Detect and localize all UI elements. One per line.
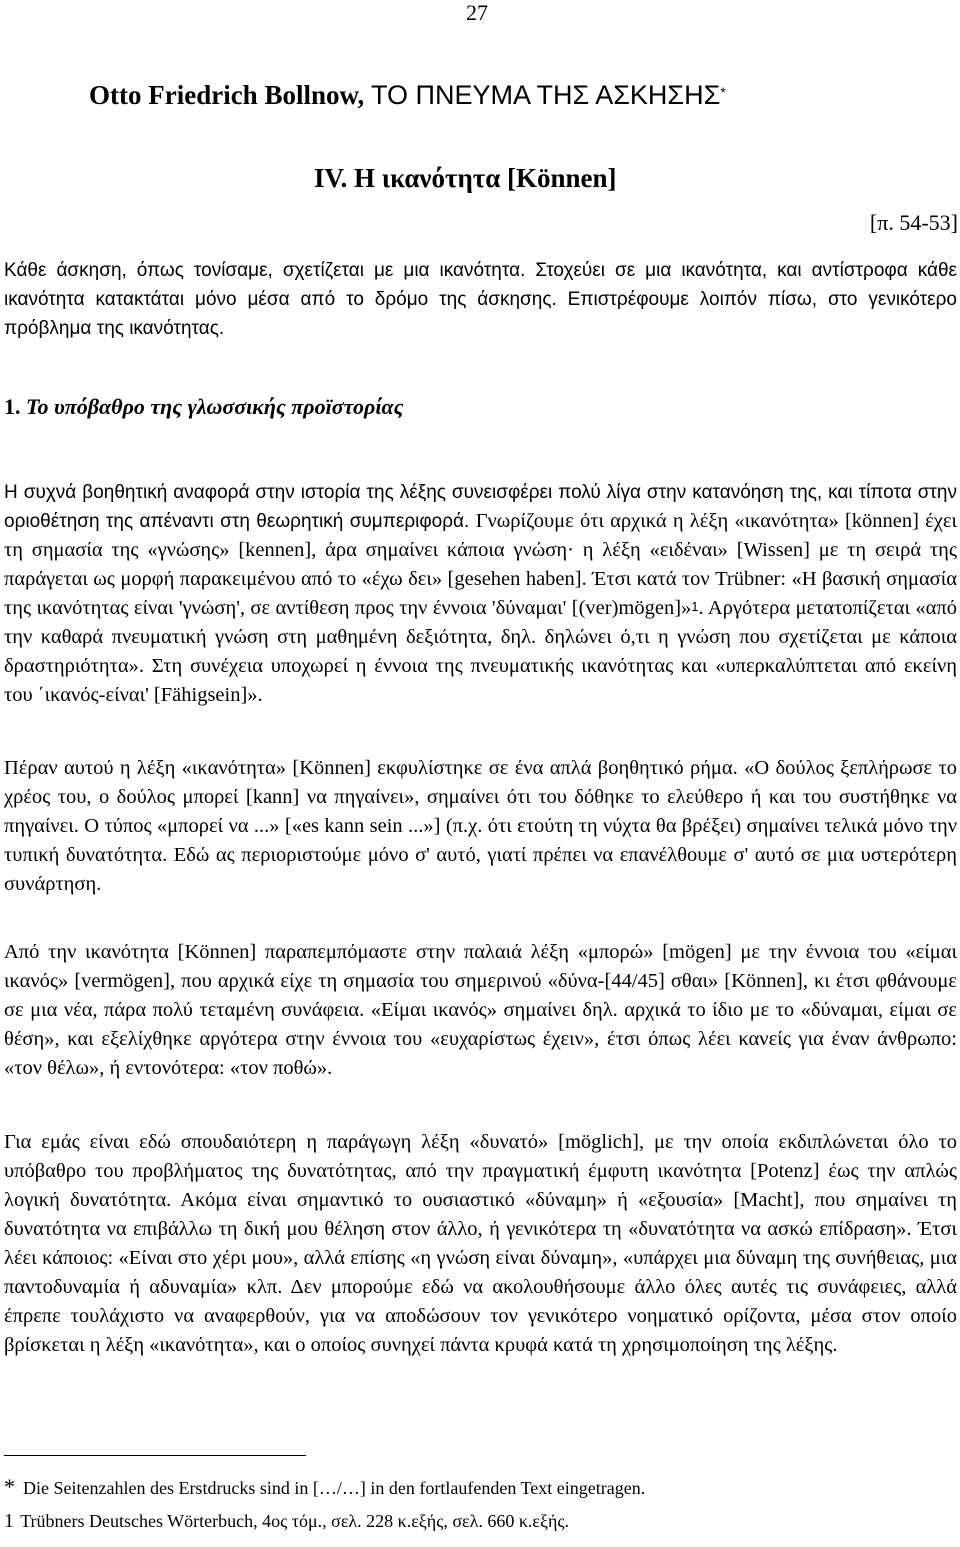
paragraph-2: Πέραν αυτού η λέξη «ικανότητα» [Können] εκφυλίστηκε σε ένα απλά βοηθητικό ρήμα. «Ο δούλος ξεπλήρωσε το χρέος του, ο δούλος μπορεί [kann] να πηγαίνει», σημαίνει ότι του δόθηκε το ελεύθερο ή και του συστήθηκε να πηγαίνει. Ο τύπος «μπορεί να ...» [«es kann sein ...»] (π.χ. ότι ετούτη τη νύχτα θα βρέξει) σημαίνει τελικά μόνο την τυπική δυνατότητα. Εδώ ας περιοριστούμε μόνο σ' αυτό, γιατί πρέπει να επανέλθουμε σ' αυτό σε μια υστερότερη συνάρτηση.	[4, 757, 957, 895]
title-work: ΤΟ ΠΝΕΥΜΑ ΤΗΣ ΑΣΚΗΣΗΣ	[370, 80, 721, 110]
footnote-2-mark: 1	[4, 1510, 14, 1532]
page-number: 27	[466, 0, 488, 25]
paragraph-4: Για εμάς είναι εδώ σπουδαιότερη η παράγωγη λέξη «δυνατό» [möglich], με την οποία εκδιπλώνεται όλο το υπόβαθρο του προβλήματος της δυνατότητας, από την πραγματική έμφυτη ικανότητα [Potenz] έως την απλώς λογική δυνατότητα. Ακόμα είναι σημαντικό το ουσιαστικό «δύναμη» ή «εξουσία» [Macht], που σημαίνει τη δυνατότητα να επιβάλλω τη δική μου θέληση στον άλλο, ή γενικότερα τη «δυνατότητα να ασκώ επίδραση». Έτσι λέει κάποιος: «Είναι στο χέρι μου», αλλά επίσης «η γνώση είναι δύναμη», «υπάρχει μια δύναμη της συνήθειας, μια παντοδυναμία ή αδυναμία» κλπ. Δεν μπορούμε εδώ να ακολουθήσουμε άλλο όλες αυτές τις συνάφειες, αλλά έπρεπε τουλάχιστο να αναφερθούν, για να αποδώσουν τον γενικότερο νοηματικό ορίζοντα, μέσα στον οποίο βρίσκεται η λέξη «ικανότητα», και ο οποίος συνηχεί πάντα κρυφά κατά τη χρησιμοποίηση της λέξης.	[4, 1131, 957, 1356]
footnote-ref-1: 1	[691, 599, 699, 614]
footnote-1-text: Die Seitenzahlen des Erstdrucks sind in […/…] in den fortlaufenden Text eingetragen.	[23, 1478, 646, 1498]
subsection-number: 1.	[4, 394, 26, 419]
paragraph-1-part-c: . Αργότερα μετατοπίζεται «από την καθαρά πνευματική γνώση στη μαθημένη δεξιότητα, δηλ. δηλώνει ό,τι η γνώση που σχετίζεται με κάποια δραστηριότητα». Στη συνέχεια υποχωρεί η έννοια της πνευματικής ικανότητας και «υπερκαλύπτεται από εκείνη του ΄ικανός-είναι' [Fähigsein]».	[4, 597, 957, 706]
title-footnote-mark: *	[720, 84, 726, 100]
paragraph-1-part-b: Γνωρίζουμε ότι αρχικά η λέξη «ικανότητα» [können] έχει τη σημασία της «γνώσης» [kennen], άρα σημαίνει κάποια γνώση· η λέξη «ειδέναι» [Wissen] με τη σειρά της παράγεται ως μορφή παρακειμένου από το «έχω δει» [gesehen haben]. Έτσι κατά τον Trübner: «Η βασική σημασία της ικανότητας είναι 'γνώση', σε αντίθεση προς την έννοια 'δύναμαι' [(ver)mögen]»	[4, 510, 957, 619]
footnote-1-mark: *	[4, 1474, 15, 1499]
paragraph-3: Από την ικανότητα [Können] παραπεμπόμαστε στην παλαιά λέξη «μπορώ» [mögen] με την έννοια του «είμαι ικανός» [vermögen], που αρχικά είχε τη σημασία του σημερινού «δύνα-[44/45] σθαι» [Können], κι έτσι φθάνουμε σε μια νέα, πάρα πολύ τεταμένη συνάφεια. «Είμαι ικανός» σημαίνει δηλ. αρχικά το ίδιο με το «δύναμαι, είμαι σε θέση», και εξελίχθηκε αργότερα στην έννοια του «ευχαρίστως έχειν», έτσι όπως λέει κανείς για έναν άνθρωπο: «τον θέλω», ή εντονότερα: «τον ποθώ».	[4, 941, 957, 1079]
subsection-heading	[4, 394, 403, 420]
footnote-1	[4, 1474, 645, 1500]
document-title	[89, 80, 726, 111]
section-heading: IV. Η ικανότητα [Können]	[314, 163, 617, 193]
page-reference: [π. 54-53]	[869, 210, 958, 235]
subsection-title: Το υπόβαθρο της γλωσσικής προϊστορίας	[26, 394, 404, 419]
intro-paragraph: Κάθε άσκηση, όπως τονίσαμε, σχετίζεται με μια ικανότητα. Στοχεύει σε μια ικανότητα, και αντίστροφα κάθε ικανότητα κατακτάται μόνο μέσα από το δρόμο της άσκησης. Επιστρέφουμε λοιπόν πίσω, στο γενικότερο πρόβλημα της ικανότητας.	[4, 260, 957, 339]
footnote-separator	[4, 1455, 306, 1456]
footnote-2-text: Trübners Deutsches Wörterbuch, 4ος τόμ., σελ. 228 κ.εξής, σελ. 660 κ.εξής.	[20, 1511, 570, 1531]
paragraph-1-part-a: Η συχνά βοηθητική αναφορά στην ιστορία της λέξης συνεισφέρει πολύ λίγα στην κατανόηση της, και τίποτα στην οριοθέτηση της απέναντι στη θεωρητική συμπεριφορά.	[4, 482, 957, 532]
paragraph-1	[4, 478, 957, 710]
title-author: Otto Friedrich Bollnow,	[89, 80, 371, 110]
footnote-2	[4, 1510, 569, 1533]
